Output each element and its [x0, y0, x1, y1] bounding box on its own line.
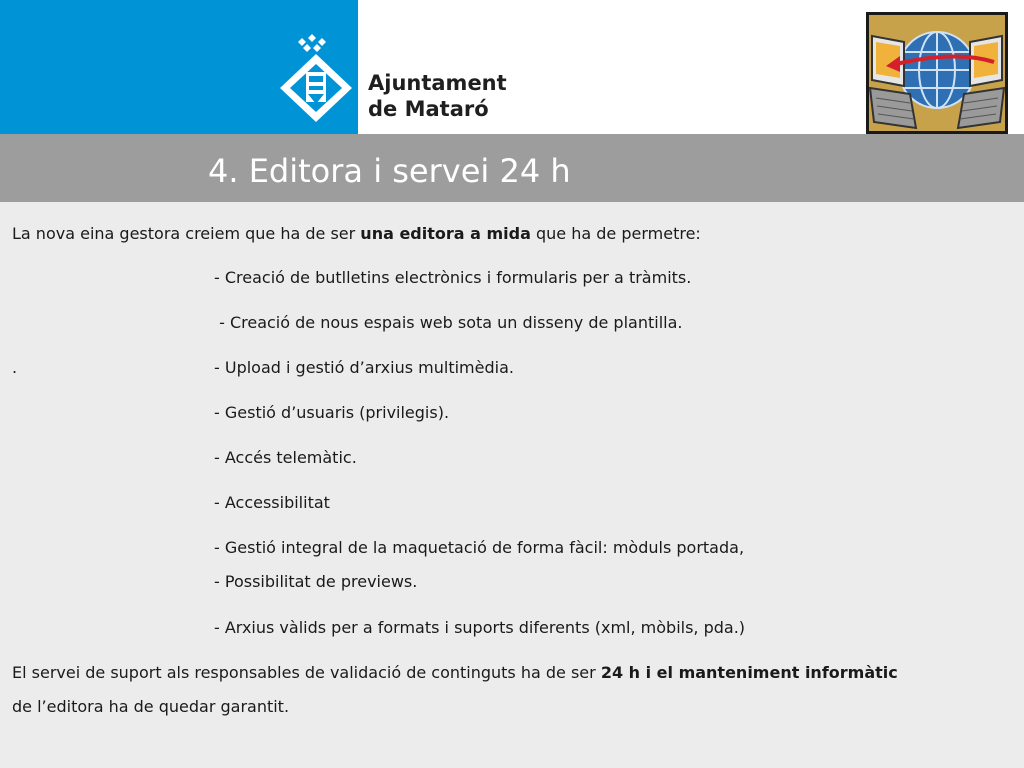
city-crest-icon: [278, 34, 354, 124]
closing-bold: 24 h i el manteniment informàtic: [600, 663, 898, 682]
org-name-line2: de Mataró: [368, 97, 489, 121]
closing-line-1: [12, 663, 898, 683]
list-item: - Creació de nous espais web sota un disseny de plantilla.: [214, 313, 683, 332]
intro-before: La nova eina gestora creiem que ha de ser: [12, 224, 361, 243]
list-item: - Accés telemàtic.: [214, 448, 357, 467]
list-item: - Creació de butlletins electrònics i formularis per a tràmits.: [214, 268, 692, 287]
org-name: [368, 70, 507, 122]
stray-dot: .: [12, 358, 18, 377]
intro-bold: una editora a mida: [360, 224, 531, 243]
list-item: - Arxius vàlids per a formats i suports diferents (xml, mòbils, pda.): [214, 618, 746, 637]
org-name-line1: Ajuntament: [368, 71, 507, 95]
networked-computers-icon: [866, 12, 1008, 134]
list-item: - Accessibilitat: [214, 493, 330, 512]
intro-after: que ha de permetre:: [530, 224, 701, 243]
list-item: - Upload i gestió d’arxius multimèdia.: [214, 358, 514, 377]
list-item: - Gestió d’usuaris (privilegis).: [214, 403, 450, 422]
list-item: - Possibilitat de previews.: [214, 572, 418, 591]
intro-text: [12, 224, 701, 244]
closing-before: El servei de suport als responsables de validació de continguts ha de ser: [12, 663, 601, 682]
list-item: - Gestió integral de la maquetació de forma fàcil: mòduls portada,: [214, 538, 745, 557]
closing-line-2: de l’editora ha de quedar garantit.: [12, 697, 290, 716]
page-title: 4. Editora i servei 24 h: [208, 152, 571, 190]
